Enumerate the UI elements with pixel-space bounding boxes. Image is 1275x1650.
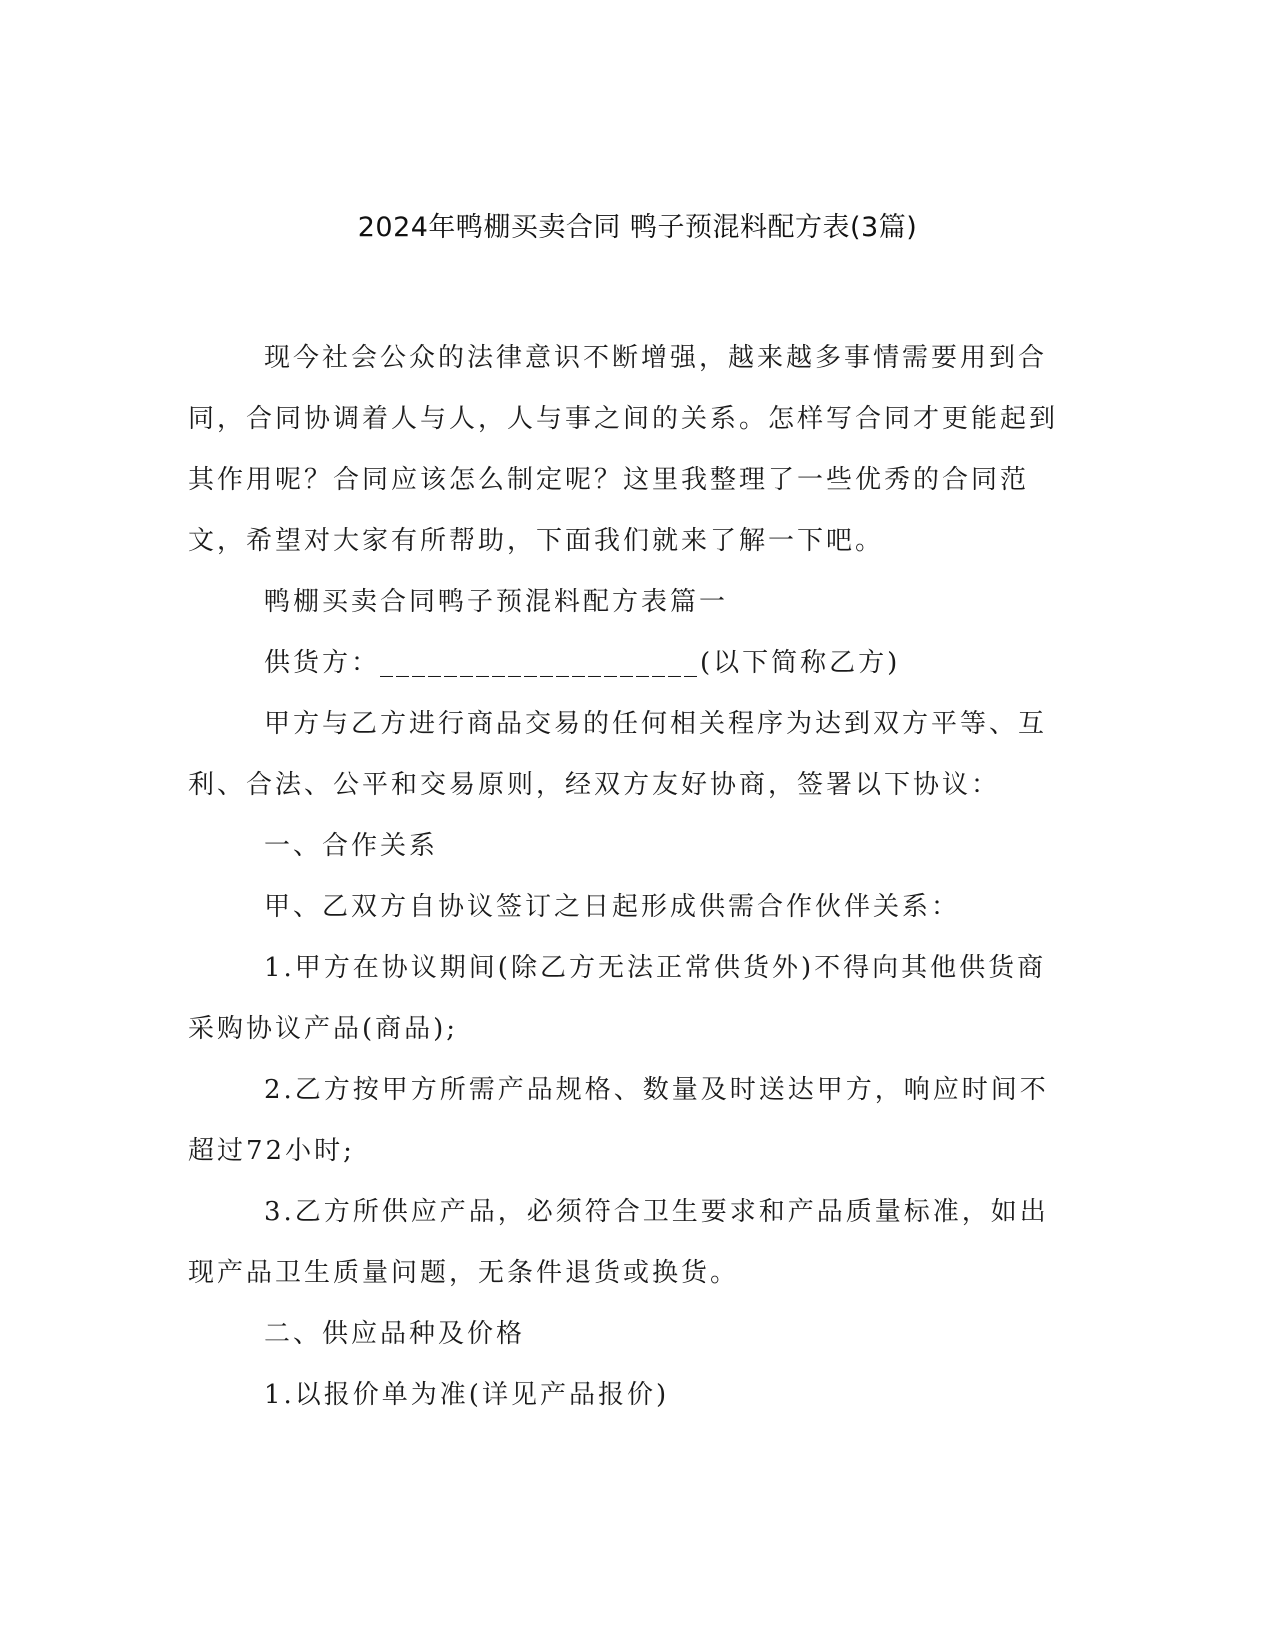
clause-heading-supply-price: 二、供应品种及价格 (264, 1319, 526, 1349)
supplier-line: 供货方：____________________(以下简称乙方) (264, 648, 901, 678)
cooperation-intro: 甲、乙双方自协议签订之日起形成供需合作伙伴关系： (264, 892, 961, 922)
intro-paragraph: 现今社会公众的法律意识不断增强，越来越多事情需要用到合同，合同协调着人与人，人与事之间的关系。怎样写合同才更能起到其作用呢？合同应该怎么制定呢？这里我整理了一些优秀的合同范文，希望对大家有所帮助，下面我们就来了解一下吧。 (188, 343, 1059, 556)
cooperation-item-2: 2.乙方按甲方所需产品规格、数量及时送达甲方，响应时间不超过72小时; (188, 1075, 1049, 1166)
supply-price-item-1: 1.以报价单为准(详见产品报价) (264, 1380, 670, 1410)
agreement-preamble: 甲方与乙方进行商品交易的任何相关程序为达到双方平等、互利、合法、公平和交易原则，经双方友好协商，签署以下协议： (188, 709, 1048, 800)
document-body (188, 328, 1070, 1426)
cooperation-item-3: 3.乙方所供应产品，必须符合卫生要求和产品质量标准，如出现产品卫生质量问题，无条件退货或换货。 (188, 1197, 1049, 1288)
clause-heading-cooperation: 一、合作关系 (264, 831, 439, 861)
document-title: 2024年鸭棚买卖合同 鸭子预混料配方表(3篇) (357, 212, 918, 243)
section-heading-part-one: 鸭棚买卖合同鸭子预混料配方表篇一 (264, 587, 729, 617)
cooperation-item-1: 1.甲方在协议期间(除乙方无法正常供货外)不得向其他供货商采购协议产品(商品); (188, 953, 1047, 1044)
